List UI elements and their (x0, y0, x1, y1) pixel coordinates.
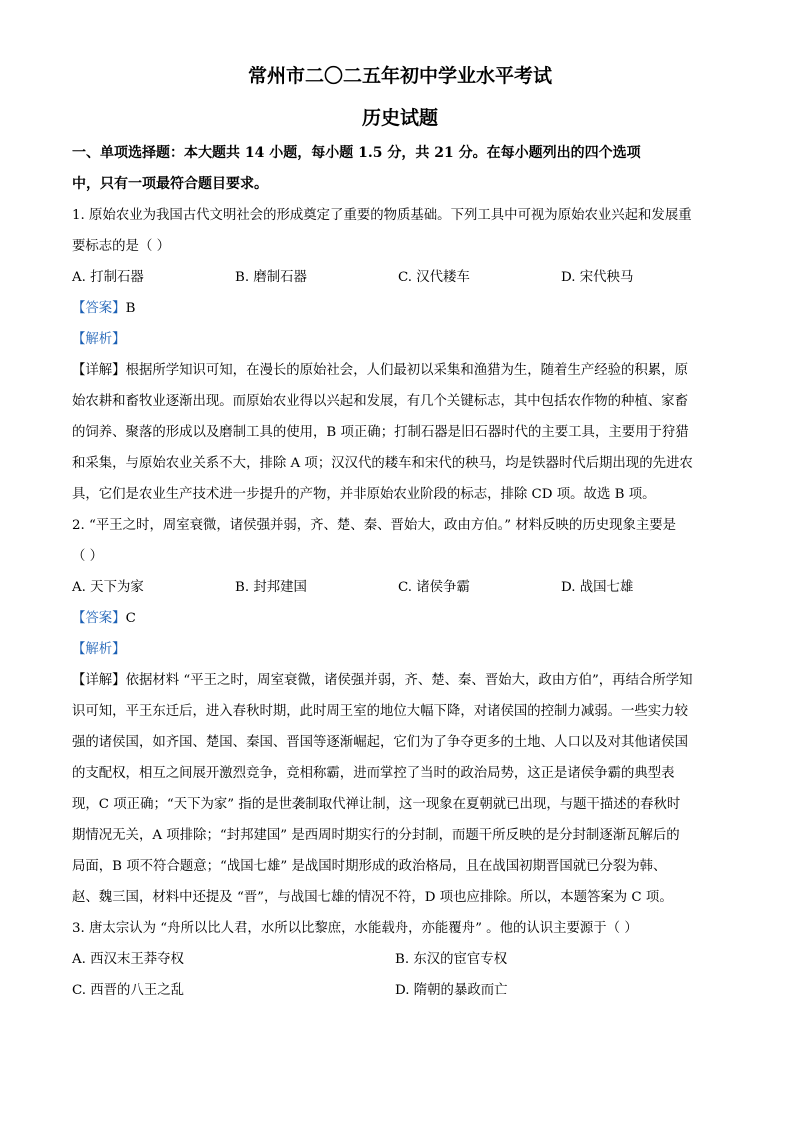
option-b: B. 封邦建国 (235, 580, 307, 595)
question-2-detail-line5: 现，C 项正确；“天下为家” 指的是世袭制取代禅让制，这一现象在夏朝就已出现，与题干描述的春秋时 (72, 797, 681, 812)
question-1-detail-line4: 和采集，与原始农业关系不大，排除 A 项；汉汉代的耧车和宋代的秧马，均是铁器时代后期出现的先进农 (72, 456, 693, 471)
analysis-tag: 【解析】 (72, 642, 126, 657)
question-3 (72, 913, 728, 1006)
question-2-options (72, 572, 728, 603)
option-c: C. 汉代耧车 (398, 270, 470, 285)
question-2-detail-line6: 期情况无关，A 项排除；“封邦建国” 是西周时期实行的分封制，而题干所反映的是分封制逐渐瓦解后的 (72, 828, 680, 843)
question-1-detail-line3: 的饲养、聚落的形成以及磨制工具的使用，B 项正确；打制石器是旧石器时代的主要工具，主要用于狩猎 (72, 425, 689, 440)
question-2-detail-line4: 的支配权，相互之间展开激烈竞争，竞相称霸，进而掌控了当时的政治局势，这正是诸侯争霸的典型表 (72, 766, 675, 781)
question-3-options-row2 (72, 975, 728, 1006)
answer-tag: 【答案】 (72, 611, 126, 626)
question-1-stem-line1: 1. 原始农业为我国古代文明社会的形成奠定了重要的物质基础。下列工具中可视为原始农业兴起和发展重 (72, 208, 692, 223)
question-2-detail-line2: 识可知，平王东迁后，进入春秋时期，此时周王室的地位大幅下降，对诸侯国的控制力减弱。一些实力较 (72, 704, 688, 719)
analysis-tag: 【解析】 (72, 332, 126, 347)
answer-value: C (125, 611, 136, 626)
detail-tag: 【详解】 (72, 363, 126, 378)
question-2-analysis (72, 634, 728, 665)
detail-text: 依据材料 “平王之时，周室衰微，诸侯强并弱，齐、楚、秦、晋始大，政由方伯”，再结合所学知 (125, 673, 693, 688)
question-2-stem-line1: 2. “平王之时，周室衰微，诸侯强并弱，齐、楚、秦、晋始大，政由方伯。” 材料反映的历史现象主要是 (72, 518, 677, 533)
question-2-detail-line8: 赵、魏三国，材料中还提及 “晋”，与战国七雄的情况不符，D 项也应排除。所以，本题答案为 C 项。 (72, 890, 673, 905)
exam-title: 常州市二〇二五年初中学业水平考试 (247, 65, 552, 87)
option-c: C. 诸侯争霸 (398, 580, 470, 595)
option-b: B. 磨制石器 (235, 270, 307, 285)
section-heading (72, 138, 728, 200)
exam-subtitle: 历史试题 (361, 107, 438, 129)
option-b: B. 东汉的宦官专权 (395, 952, 508, 967)
question-1-detail-line5: 具，它们是农业生产技术进一步提升的产物，并非原始农业阶段的标志，排除 CD 项。故选 B 项。 (72, 487, 656, 502)
option-a: A. 天下为家 (72, 580, 144, 595)
section-heading-line1: 一、单项选择题：本大题共 14 小题，每小题 1.5 分，共 21 分。在每小题列出的四个选项 (72, 145, 641, 161)
question-1-detail-line1 (72, 355, 728, 386)
question-3-stem-line1: 3. 唐太宗认为 “舟所以比人君，水所以比黎庶，水能载舟，亦能覆舟” 。他的认识主要源于（ ） (72, 921, 638, 936)
question-2-stem-line2: （ ） (72, 549, 104, 564)
option-a: A. 西汉末王莽夺权 (72, 952, 184, 967)
question-2-detail-line1 (72, 665, 728, 696)
answer-tag: 【答案】 (72, 301, 126, 316)
answer-value: B (125, 301, 136, 316)
detail-tag: 【详解】 (72, 673, 126, 688)
question-2 (72, 510, 728, 913)
option-a: A. 打制石器 (72, 270, 144, 285)
question-1 (72, 200, 728, 510)
question-1-stem-line2: 要标志的是（ ） (72, 239, 170, 254)
option-d: D. 宋代秧马 (561, 270, 634, 285)
question-3-options-row1 (72, 944, 728, 975)
detail-text: 根据所学知识可知，在漫长的原始社会，人们最初以采集和渔猎为生，随着生产经验的积累，原 (125, 363, 688, 378)
question-2-answer (72, 603, 728, 634)
question-1-answer (72, 293, 728, 324)
exam-page (72, 62, 728, 1006)
section-heading-line2: 中，只有一项最符合题目要求。 (72, 176, 268, 192)
question-2-detail-line3: 强的诸侯国，如齐国、楚国、秦国、晋国等逐渐崛起，它们为了争夺更多的土地、人口以及对其他诸侯国 (72, 735, 688, 750)
question-1-analysis (72, 324, 728, 355)
option-d: D. 隋朝的暴政而亡 (395, 983, 508, 998)
question-1-detail-line2: 始农耕和畜牧业逐渐出现。而原始农业得以兴起和发展，有几个关键标志，其中包括农作物的种植、家畜 (72, 394, 688, 409)
option-c: C. 西晋的八王之乱 (72, 983, 185, 998)
question-2-detail-line7: 局面，B 项不符合题意；“战国七雄” 是战国时期形成的政治格局，且在战国初期晋国就已分裂为韩、 (72, 859, 667, 874)
question-1-options (72, 262, 728, 293)
option-d: D. 战国七雄 (561, 580, 634, 595)
